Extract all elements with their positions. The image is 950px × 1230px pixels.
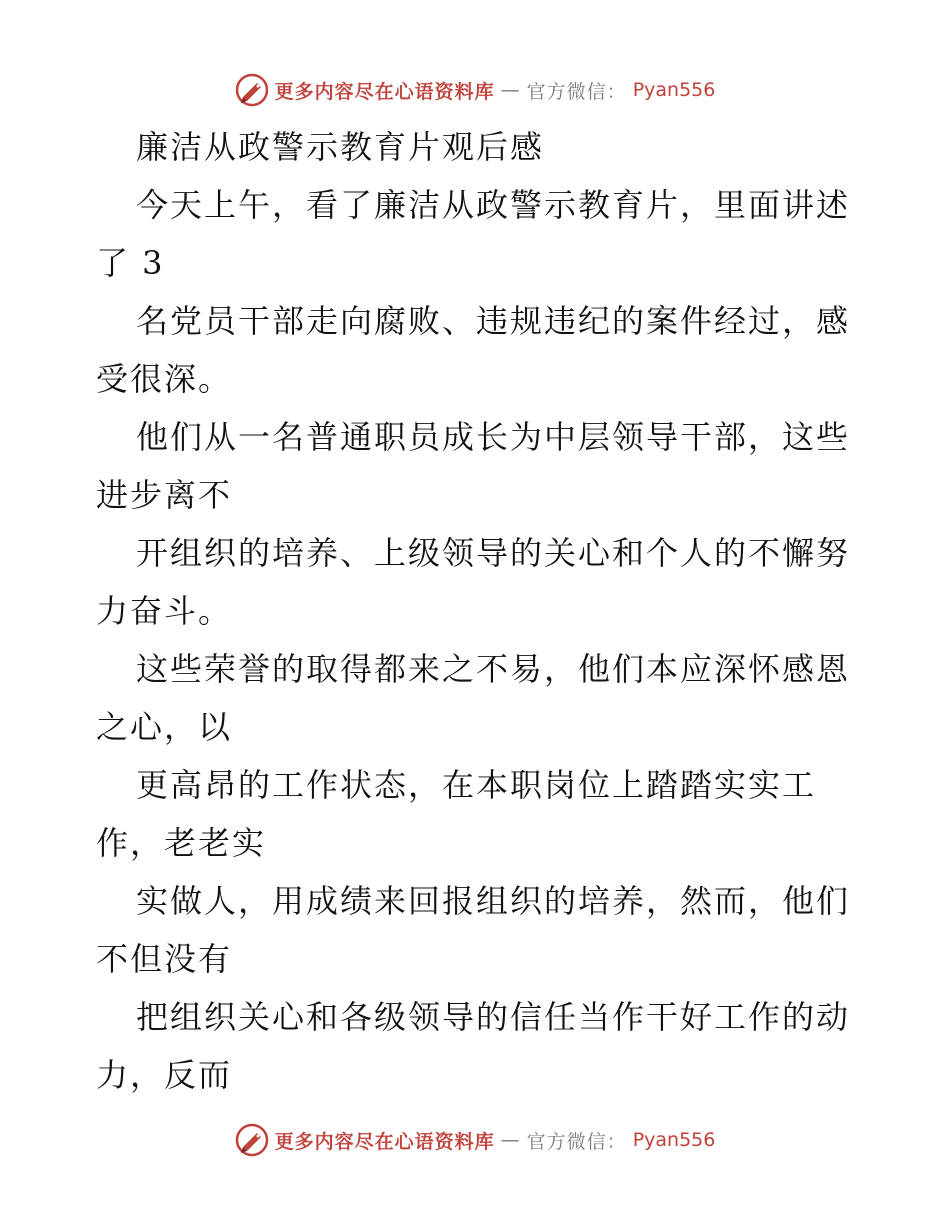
paragraph: 把组织关心和各级领导的信任当作干好工作的动力，反而 [96, 998, 851, 1094]
footer-banner [0, 1120, 950, 1160]
paragraph: 这些荣誉的取得都来之不易，他们本应深怀感恩之心，以 [96, 650, 851, 746]
banner-separator: — [500, 79, 521, 101]
banner-wechat-label: 官方微信： [526, 80, 627, 103]
banner-separator: — [500, 1129, 521, 1151]
paragraph: 今天上午，看了廉洁从政警示教育片，里面讲述了 3 [96, 186, 851, 282]
banner-wechat-label: 官方微信： [526, 1130, 627, 1153]
paragraph: 实做人，用成绩来回报组织的培养，然而，他们不但没有 [96, 882, 851, 978]
paragraph: 名党员干部走向腐败、违规违纪的案件经过，感受很深。 [96, 302, 851, 398]
pen-logo-icon [235, 73, 269, 107]
footer-banner-content [235, 1123, 716, 1157]
pen-logo-icon [235, 1123, 269, 1157]
header-banner-content [235, 73, 716, 107]
banner-wechat-id: Pyan556 [632, 79, 716, 101]
banner-wechat-id: Pyan556 [632, 1129, 716, 1151]
header-banner [0, 70, 950, 110]
paragraph: 开组织的培养、上级领导的关心和个人的不懈努力奋斗。 [96, 534, 851, 630]
paragraph: 他们从一名普通职员成长为中层领导干部，这些进步离不 [96, 418, 851, 514]
document-body [96, 118, 856, 1104]
document-title: 廉洁从政警示教育片观后感 [136, 128, 545, 166]
banner-site-name: 更多内容尽在心语资料库 [274, 1130, 495, 1153]
banner-site-name: 更多内容尽在心语资料库 [274, 80, 495, 103]
paragraph: 更高昂的工作状态，在本职岗位上踏踏实实工作，老老实 [96, 766, 817, 862]
